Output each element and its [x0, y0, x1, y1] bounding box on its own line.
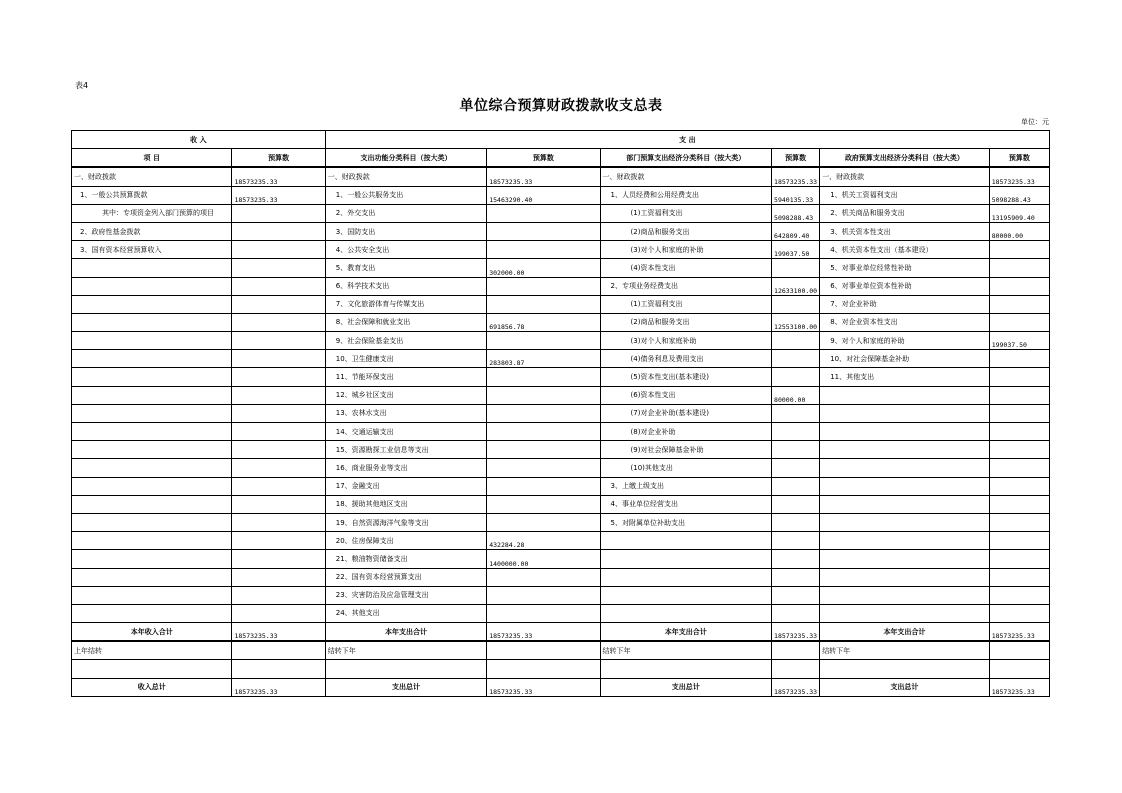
gov-economic-value-cell [989, 477, 1049, 495]
income-value-cell: 18573235.33 [232, 167, 325, 186]
table-row [72, 204, 1050, 222]
carry-out-label: 结转下年 [325, 641, 486, 660]
functional-value-cell: 283803.87 [487, 350, 600, 368]
expense-total-label: 本年支出合计 [600, 623, 772, 642]
functional-value-cell [487, 477, 600, 495]
gov-economic-value-cell: 5098288.43 [989, 186, 1049, 204]
dept-economic-item-cell: (7)对企业补助(基本建设) [600, 404, 772, 422]
functional-value-cell: 18573235.33 [487, 167, 600, 186]
grand-expense-value: 18573235.33 [772, 678, 820, 696]
income-value-cell [232, 404, 325, 422]
income-item-cell [72, 295, 232, 313]
gov-economic-item-cell [820, 459, 990, 477]
income-item-cell [72, 459, 232, 477]
income-item-cell [72, 568, 232, 586]
unit-label: 单位：元 [1021, 118, 1049, 126]
income-item-cell: 1、一般公共预算拨款 [72, 186, 232, 204]
dept-economic-value-cell: 642809.40 [772, 222, 820, 240]
functional-item-cell: 4、公共安全支出 [325, 241, 486, 259]
functional-value-cell [487, 423, 600, 441]
gov-economic-value-cell [989, 350, 1049, 368]
gov-economic-value-cell [989, 513, 1049, 531]
functional-item-cell: 7、文化旅游体育与传媒支出 [325, 295, 486, 313]
col-header-item: 项 目 [72, 149, 232, 168]
gov-economic-value-cell [989, 368, 1049, 386]
expense-total-label: 本年支出合计 [325, 623, 486, 642]
gov-economic-item-cell: 10、对社会保障基金补助 [820, 350, 990, 368]
dept-economic-item-cell: 2、专项业务经费支出 [600, 277, 772, 295]
income-item-cell: 3、国有资本经营预算收入 [72, 241, 232, 259]
income-value-cell [232, 241, 325, 259]
dept-economic-item-cell: (1)工资福利支出 [600, 295, 772, 313]
gov-economic-value-cell [989, 495, 1049, 513]
functional-value-cell [487, 204, 600, 222]
functional-item-cell: 11、节能环保支出 [325, 368, 486, 386]
dept-economic-item-cell: (1)工资福利支出 [600, 204, 772, 222]
column-header-row [72, 149, 1050, 168]
table-row [72, 332, 1050, 350]
gov-economic-item-cell: 5、对事业单位经常性补助 [820, 259, 990, 277]
dept-economic-value-cell [772, 295, 820, 313]
gov-economic-value-cell: 199037.50 [989, 332, 1049, 350]
functional-value-cell [487, 568, 600, 586]
income-item-cell [72, 513, 232, 531]
gov-economic-item-cell: 11、其他支出 [820, 368, 990, 386]
grand-expense-label: 支出总计 [325, 678, 486, 696]
blank-cell [772, 660, 820, 678]
functional-value-cell [487, 241, 600, 259]
table-row [72, 167, 1050, 186]
dept-economic-value-cell [772, 568, 820, 586]
carry-in-label: 上年结转 [72, 641, 232, 660]
gov-economic-item-cell [820, 495, 990, 513]
grand-income-value: 18573235.33 [232, 678, 325, 696]
carry-out-value [989, 641, 1049, 660]
carry-out-label: 结转下年 [820, 641, 990, 660]
carry-over-row [72, 641, 1050, 660]
dept-economic-item-cell [600, 604, 772, 622]
dept-economic-item-cell [600, 532, 772, 550]
income-item-cell [72, 386, 232, 404]
functional-value-cell [487, 441, 600, 459]
functional-value-cell [487, 459, 600, 477]
dept-economic-item-cell: 3、上缴上级支出 [600, 477, 772, 495]
functional-item-cell: 13、农林水支出 [325, 404, 486, 422]
grand-expense-value: 18573235.33 [487, 678, 600, 696]
income-item-cell [72, 368, 232, 386]
gov-economic-value-cell: 13195909.40 [989, 204, 1049, 222]
grand-expense-label: 支出总计 [600, 678, 772, 696]
dept-economic-value-cell [772, 423, 820, 441]
table-row [72, 532, 1050, 550]
income-item-cell [72, 332, 232, 350]
table-row [72, 222, 1050, 240]
income-item-cell [72, 604, 232, 622]
dept-economic-item-cell: (3)对个人和家庭的补助 [600, 241, 772, 259]
gov-economic-value-cell [989, 423, 1049, 441]
dept-economic-value-cell [772, 332, 820, 350]
gov-economic-item-cell [820, 404, 990, 422]
dept-economic-value-cell: 18573235.33 [772, 167, 820, 186]
functional-value-cell: 1400000.00 [487, 550, 600, 568]
blank-cell [487, 660, 600, 678]
col-header-dept-economic: 部门预算支出经济分类科目（按大类） [600, 149, 772, 168]
grand-income-label: 收入总计 [72, 678, 232, 696]
functional-item-cell: 15、资源勘探工业信息等支出 [325, 441, 486, 459]
functional-item-cell: 1、一般公共服务支出 [325, 186, 486, 204]
income-value-cell [232, 259, 325, 277]
functional-item-cell: 21、粮油物资储备支出 [325, 550, 486, 568]
dept-economic-value-cell [772, 532, 820, 550]
income-item-cell [72, 277, 232, 295]
gov-economic-item-cell: 2、机关商品和服务支出 [820, 204, 990, 222]
gov-economic-value-cell [989, 441, 1049, 459]
income-value-cell [232, 586, 325, 604]
functional-item-cell: 16、商业服务业等支出 [325, 459, 486, 477]
functional-item-cell: 22、国有资本经营预算支出 [325, 568, 486, 586]
income-value-cell [232, 222, 325, 240]
grand-total-row [72, 678, 1050, 696]
income-section-header: 收 入 [72, 131, 326, 149]
dept-economic-value-cell [772, 368, 820, 386]
carry-in-value [232, 641, 325, 660]
gov-economic-value-cell [989, 568, 1049, 586]
income-item-cell: 一、财政拨款 [72, 167, 232, 186]
income-item-cell [72, 586, 232, 604]
functional-item-cell: 6、科学技术支出 [325, 277, 486, 295]
functional-item-cell: 24、其他支出 [325, 604, 486, 622]
gov-economic-item-cell: 4、机关资本性支出（基本建设） [820, 241, 990, 259]
dept-economic-item-cell: 5、对附属单位补助支出 [600, 513, 772, 531]
table-row [72, 313, 1050, 331]
gov-economic-value-cell [989, 604, 1049, 622]
income-item-cell [72, 550, 232, 568]
expense-total-label: 本年支出合计 [820, 623, 990, 642]
table-row [72, 423, 1050, 441]
income-item-cell [72, 350, 232, 368]
gov-economic-value-cell [989, 532, 1049, 550]
functional-item-cell: 12、城乡社区支出 [325, 386, 486, 404]
income-value-cell [232, 513, 325, 531]
dept-economic-item-cell [600, 550, 772, 568]
income-value-cell [232, 204, 325, 222]
income-item-cell [72, 423, 232, 441]
dept-economic-value-cell [772, 477, 820, 495]
functional-value-cell [487, 222, 600, 240]
table-row [72, 604, 1050, 622]
income-item-cell [72, 404, 232, 422]
col-header-budget: 预算数 [989, 149, 1049, 168]
dept-economic-value-cell: 199037.50 [772, 241, 820, 259]
functional-value-cell: 691856.78 [487, 313, 600, 331]
gov-economic-value-cell [989, 550, 1049, 568]
functional-value-cell [487, 332, 600, 350]
income-total-label: 本年收入合计 [72, 623, 232, 642]
dept-economic-item-cell: 1、人员经费和公用经费支出 [600, 186, 772, 204]
income-item-cell: 2、政府性基金拨款 [72, 222, 232, 240]
dept-economic-item-cell: (4)债务利息及费用支出 [600, 350, 772, 368]
income-value-cell [232, 604, 325, 622]
functional-item-cell: 19、自然资源海洋气象等支出 [325, 513, 486, 531]
col-header-functional: 支出功能分类科目（按大类） [325, 149, 486, 168]
income-item-cell: 其中：专项资金列入部门预算的项目 [72, 204, 232, 222]
income-item-cell [72, 259, 232, 277]
blank-cell [820, 660, 990, 678]
gov-economic-value-cell: 18573235.33 [989, 167, 1049, 186]
functional-value-cell [487, 277, 600, 295]
gov-economic-item-cell [820, 477, 990, 495]
gov-economic-item-cell [820, 604, 990, 622]
table-row [72, 259, 1050, 277]
functional-value-cell: 432284.28 [487, 532, 600, 550]
income-value-cell [232, 313, 325, 331]
blank-cell [325, 660, 486, 678]
functional-value-cell [487, 495, 600, 513]
expense-total-value: 18573235.33 [772, 623, 820, 642]
income-value-cell [232, 550, 325, 568]
dept-economic-value-cell: 80000.00 [772, 386, 820, 404]
dept-economic-value-cell [772, 604, 820, 622]
dept-economic-item-cell: (2)商品和服务支出 [600, 222, 772, 240]
functional-item-cell: 8、社会保障和就业支出 [325, 313, 486, 331]
functional-item-cell: 3、国防支出 [325, 222, 486, 240]
dept-economic-item-cell: (9)对社会保障基金补助 [600, 441, 772, 459]
gov-economic-item-cell: 9、对个人和家庭的补助 [820, 332, 990, 350]
functional-value-cell [487, 586, 600, 604]
income-value-cell [232, 568, 325, 586]
functional-item-cell: 9、社会保险基金支出 [325, 332, 486, 350]
table-row [72, 386, 1050, 404]
dept-economic-item-cell: (5)资本性支出(基本建设) [600, 368, 772, 386]
table-row [72, 295, 1050, 313]
gov-economic-item-cell [820, 532, 990, 550]
table-row [72, 441, 1050, 459]
gov-economic-value-cell [989, 241, 1049, 259]
col-header-budget: 预算数 [487, 149, 600, 168]
gov-economic-item-cell: 7、对企业补助 [820, 295, 990, 313]
income-value-cell [232, 477, 325, 495]
dept-economic-value-cell: 12633100.00 [772, 277, 820, 295]
page-title: 单位综合预算财政拨款收支总表 [459, 98, 663, 114]
functional-value-cell [487, 404, 600, 422]
functional-item-cell: 一、财政拨款 [325, 167, 486, 186]
gov-economic-value-cell [989, 313, 1049, 331]
functional-value-cell: 15463290.40 [487, 186, 600, 204]
income-item-cell [72, 495, 232, 513]
dept-economic-value-cell [772, 513, 820, 531]
gov-economic-item-cell: 8、对企业资本性支出 [820, 313, 990, 331]
income-item-cell [72, 532, 232, 550]
gov-economic-value-cell [989, 259, 1049, 277]
table-row [72, 277, 1050, 295]
gov-economic-item-cell: 一、财政拨款 [820, 167, 990, 186]
income-value-cell: 18573235.33 [232, 186, 325, 204]
expense-total-value: 18573235.33 [989, 623, 1049, 642]
col-header-budget: 预算数 [232, 149, 325, 168]
dept-economic-value-cell [772, 350, 820, 368]
dept-economic-value-cell: 12553100.00 [772, 313, 820, 331]
table-row [72, 495, 1050, 513]
functional-value-cell [487, 386, 600, 404]
functional-item-cell: 20、住房保障支出 [325, 532, 486, 550]
blank-cell [232, 660, 325, 678]
dept-economic-value-cell [772, 550, 820, 568]
income-value-cell [232, 532, 325, 550]
table-row [72, 368, 1050, 386]
gov-economic-value-cell [989, 386, 1049, 404]
blank-cell [600, 660, 772, 678]
functional-item-cell: 10、卫生健康支出 [325, 350, 486, 368]
dept-economic-item-cell: (6)资本性支出 [600, 386, 772, 404]
dept-economic-value-cell: 5098288.43 [772, 204, 820, 222]
income-item-cell [72, 441, 232, 459]
income-value-cell [232, 295, 325, 313]
income-item-cell [72, 313, 232, 331]
gov-economic-value-cell [989, 295, 1049, 313]
functional-item-cell: 18、援助其他地区支出 [325, 495, 486, 513]
table-number-label: 表4 [75, 81, 89, 90]
expense-section-header: 支 出 [325, 131, 1049, 149]
table-row [72, 186, 1050, 204]
gov-economic-item-cell [820, 586, 990, 604]
gov-economic-value-cell [989, 459, 1049, 477]
grand-expense-value: 18573235.33 [989, 678, 1049, 696]
gov-economic-item-cell: 6、对事业单位资本性补助 [820, 277, 990, 295]
income-value-cell [232, 277, 325, 295]
annual-total-row [72, 623, 1050, 642]
functional-item-cell: 14、交通运输支出 [325, 423, 486, 441]
dept-economic-value-cell: 5940135.33 [772, 186, 820, 204]
gov-economic-item-cell [820, 386, 990, 404]
col-header-gov-economic: 政府预算支出经济分类科目（按大类） [820, 149, 990, 168]
gov-economic-value-cell: 80000.00 [989, 222, 1049, 240]
section-header-row [72, 131, 1050, 149]
dept-economic-item-cell: 一、财政拨款 [600, 167, 772, 186]
gov-economic-item-cell [820, 513, 990, 531]
gov-economic-value-cell [989, 586, 1049, 604]
gov-economic-item-cell [820, 550, 990, 568]
dept-economic-value-cell [772, 586, 820, 604]
table-row [72, 350, 1050, 368]
functional-item-cell: 23、灾害防治及应急管理支出 [325, 586, 486, 604]
dept-economic-item-cell [600, 568, 772, 586]
income-value-cell [232, 332, 325, 350]
income-total-value: 18573235.33 [232, 623, 325, 642]
blank-row [72, 660, 1050, 678]
functional-item-cell: 5、教育支出 [325, 259, 486, 277]
blank-cell [72, 660, 232, 678]
income-value-cell [232, 495, 325, 513]
functional-item-cell: 2、外交支出 [325, 204, 486, 222]
table-row [72, 459, 1050, 477]
grand-expense-label: 支出总计 [820, 678, 990, 696]
dept-economic-value-cell [772, 441, 820, 459]
expense-total-value: 18573235.33 [487, 623, 600, 642]
functional-value-cell [487, 295, 600, 313]
dept-economic-value-cell [772, 259, 820, 277]
gov-economic-item-cell [820, 568, 990, 586]
dept-economic-item-cell: (4)资本性支出 [600, 259, 772, 277]
carry-out-value [487, 641, 600, 660]
income-item-cell [72, 477, 232, 495]
gov-economic-item-cell: 1、机关工资福利支出 [820, 186, 990, 204]
functional-value-cell [487, 604, 600, 622]
income-value-cell [232, 423, 325, 441]
table-row [72, 404, 1050, 422]
gov-economic-item-cell: 3、机关资本性支出 [820, 222, 990, 240]
table-row [72, 477, 1050, 495]
dept-economic-value-cell [772, 404, 820, 422]
carry-out-value [772, 641, 820, 660]
table-row [72, 513, 1050, 531]
income-value-cell [232, 368, 325, 386]
gov-economic-value-cell [989, 277, 1049, 295]
income-value-cell [232, 441, 325, 459]
dept-economic-value-cell [772, 495, 820, 513]
dept-economic-item-cell: (10)其他支出 [600, 459, 772, 477]
dept-economic-item-cell: (3)对个人和家庭补助 [600, 332, 772, 350]
table-row [72, 550, 1050, 568]
functional-value-cell [487, 368, 600, 386]
functional-value-cell [487, 513, 600, 531]
table-row [72, 241, 1050, 259]
income-value-cell [232, 350, 325, 368]
col-header-budget: 预算数 [772, 149, 820, 168]
functional-item-cell: 17、金融支出 [325, 477, 486, 495]
budget-table [71, 130, 1050, 697]
gov-economic-value-cell [989, 404, 1049, 422]
gov-economic-item-cell [820, 441, 990, 459]
dept-economic-item-cell: (2)商品和服务支出 [600, 313, 772, 331]
dept-economic-value-cell [772, 459, 820, 477]
functional-value-cell: 302000.00 [487, 259, 600, 277]
income-value-cell [232, 459, 325, 477]
table-row [72, 568, 1050, 586]
dept-economic-item-cell: 4、事业单位经营支出 [600, 495, 772, 513]
dept-economic-item-cell: (8)对企业补助 [600, 423, 772, 441]
blank-cell [989, 660, 1049, 678]
dept-economic-item-cell [600, 586, 772, 604]
gov-economic-item-cell [820, 423, 990, 441]
table-row [72, 586, 1050, 604]
carry-out-label: 结转下年 [600, 641, 772, 660]
income-value-cell [232, 386, 325, 404]
